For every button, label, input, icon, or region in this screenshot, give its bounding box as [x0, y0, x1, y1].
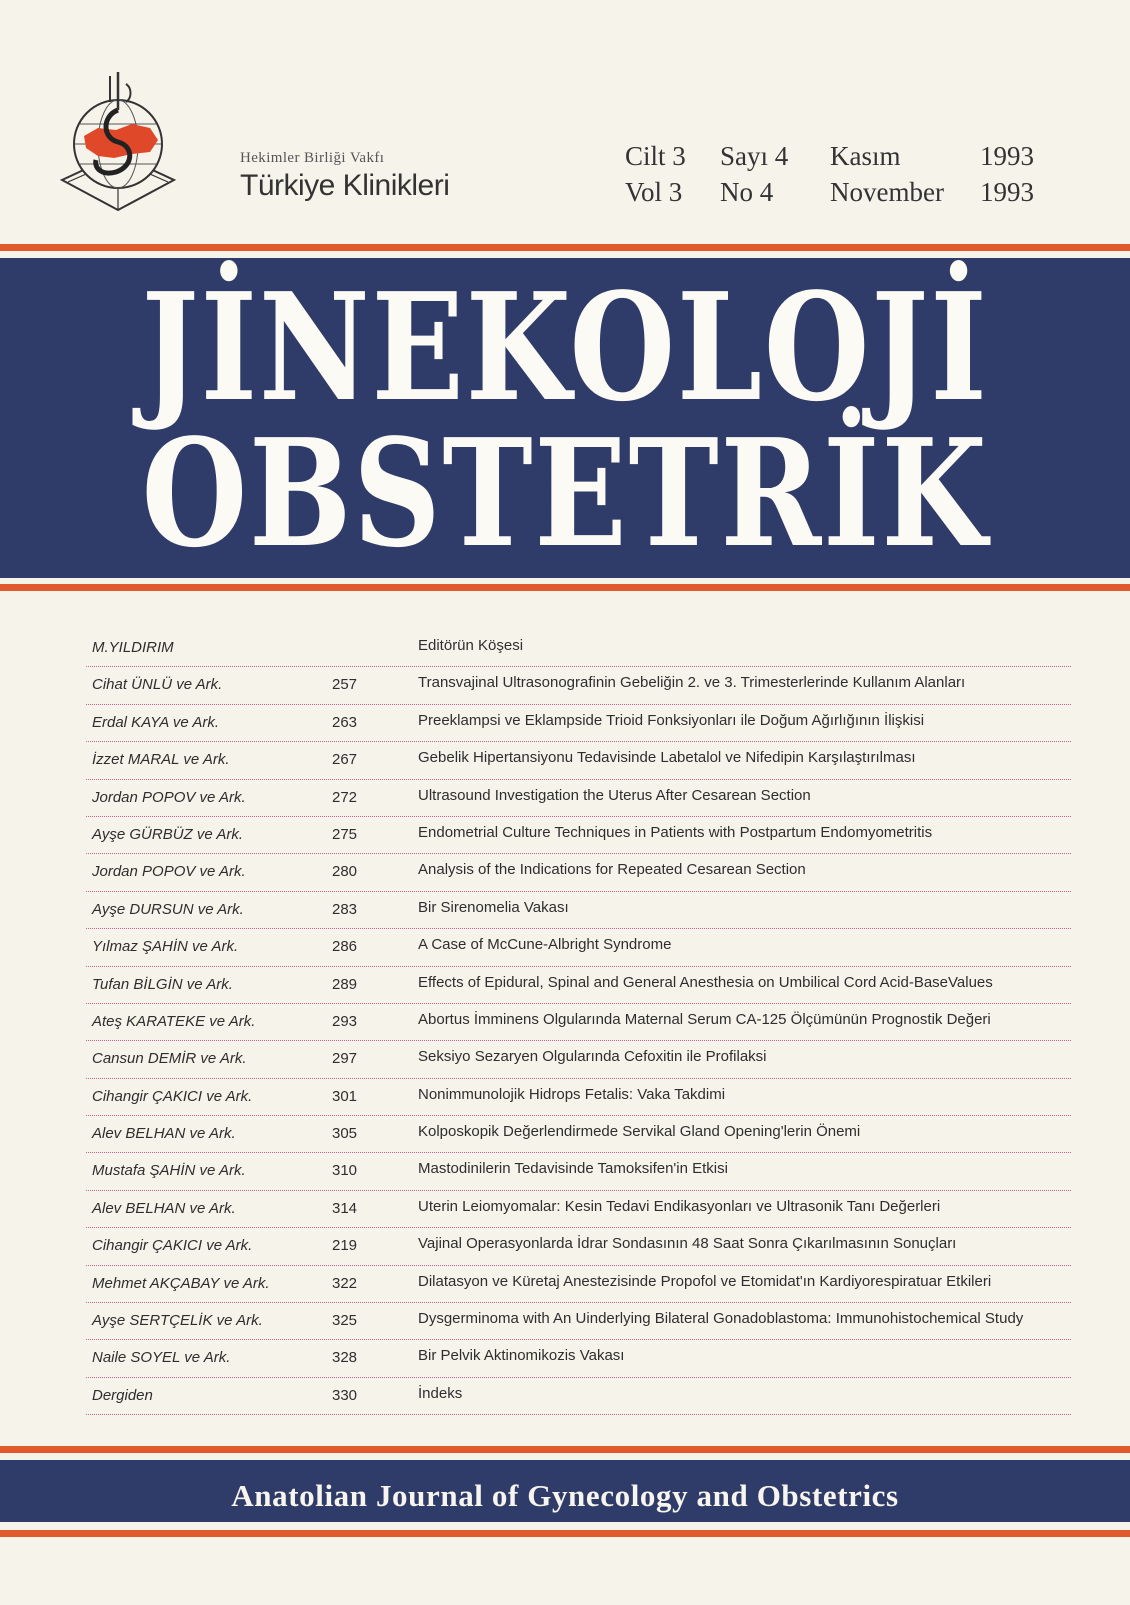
toc-entry [86, 667, 1071, 704]
toc-entry [86, 630, 1071, 667]
toc-article-title: A Case of McCune-Albright Syndrome [418, 936, 672, 954]
toc-article-title: Bir Sirenomelia Vakası [418, 898, 569, 916]
toc-entry [86, 1153, 1071, 1190]
issue-month-en: November [830, 177, 944, 207]
toc-page-number: 263 [332, 713, 358, 731]
toc-entry [86, 742, 1071, 779]
toc-page-number: 328 [332, 1349, 358, 1367]
toc-author: Cansun DEMİR ve Ark. [92, 1050, 247, 1068]
toc-page-number: 297 [332, 1050, 358, 1068]
toc-entry [86, 1266, 1071, 1303]
toc-article-title: Ultrasound Investigation the Uterus After Cesarean Section [418, 786, 811, 804]
toc-author: Dergiden [92, 1386, 153, 1404]
toc-page-number: 301 [332, 1087, 358, 1105]
toc-page-number: 283 [332, 900, 358, 918]
toc-page-number: 293 [332, 1012, 358, 1030]
issue-volume-en: Vol 3 [625, 177, 683, 207]
toc-entry [86, 1378, 1071, 1415]
toc-entry [86, 929, 1071, 966]
toc-article-title: Dilatasyon ve Küretaj Anestezisinde Propofol ve Etomidat'ın Kardiyorespiratuar Etkileri [418, 1272, 992, 1290]
toc-article-title: Transvajinal Ultrasonografinin Gebeliğin 2. ve 3. Trimesterlerinde Kullanım Alanları [418, 674, 966, 692]
toc-article-title: Mastodinilerin Tedavisinde Tamoksifen'in Etkisi [418, 1160, 728, 1178]
toc-page-number: 310 [332, 1162, 358, 1180]
toc-article-title: Vajinal Operasyonlarda İdrar Sondasının 48 Saat Sonra Çıkarılmasının Sonuçları [418, 1235, 957, 1253]
toc-author: Mehmet AKÇABAY ve Ark. [92, 1274, 270, 1292]
toc-author: Alev BELHAN ve Ark. [92, 1199, 236, 1217]
issue-row-tr [625, 138, 1045, 174]
toc-author: Naile SOYEL ve Ark. [92, 1349, 231, 1367]
toc-entry [86, 1191, 1071, 1228]
issue-info [625, 138, 1045, 210]
toc-page-number: 305 [332, 1125, 358, 1143]
toc-article-title: Gebelik Hipertansiyonu Tedavisinde Labetalol ve Nifedipin Karşılaştırılması [418, 749, 916, 767]
journal-title-line2: OBSTETRİK [141, 406, 989, 580]
issue-row-en [625, 174, 1045, 210]
toc-article-title: Dysgerminoma with An Uinderlying Bilateral Gonadoblastoma: Immunohistochemical Study [418, 1310, 1024, 1328]
toc-article-title: Uterin Leiomyomalar: Kesin Tedavi Endikasyonları ve Ultrasonik Tanı Değerleri [418, 1197, 941, 1215]
toc-article-title: Nonimmunolojik Hidrops Fetalis: Vaka Takdimi [418, 1085, 726, 1103]
toc-page-number: 275 [332, 825, 358, 843]
publisher-block [240, 150, 449, 203]
toc-entry [86, 1340, 1071, 1377]
toc-article-title: Bir Pelvik Aktinomikozis Vakası [418, 1347, 625, 1365]
toc-author: Ayşe DURSUN ve Ark. [92, 900, 244, 918]
table-of-contents [86, 630, 1071, 1415]
toc-author: Ateş KARATEKE ve Ark. [92, 1012, 256, 1030]
toc-entry [86, 705, 1071, 742]
toc-page-number: 219 [332, 1237, 358, 1255]
toc-entry [86, 967, 1071, 1004]
issue-volume-tr: Cilt 3 [625, 141, 686, 171]
toc-article-title: Abortus İmminens Olgularında Maternal Serum CA-125 Ölçümünün Prognostik Değeri [418, 1010, 991, 1028]
toc-article-title: Effects of Epidural, Spinal and General Anesthesia on Umbilical Cord Acid-BaseValues [418, 973, 993, 991]
issue-month-tr: Kasım [830, 141, 901, 171]
footer-top-orange-stripe [0, 1446, 1130, 1453]
toc-article-title: Preeklampsi ve Eklampside Trioid Fonksiyonları ile Doğum Ağırlığının İlişkisi [418, 711, 925, 729]
publisher-foundation: Hekimler Birliği Vakfı [240, 150, 385, 166]
top-orange-stripe [0, 244, 1130, 251]
toc-author: İzzet MARAL ve Ark. [92, 751, 230, 769]
toc-entry [86, 817, 1071, 854]
toc-page-number: 289 [332, 975, 358, 993]
toc-page-number: 257 [332, 676, 358, 694]
publisher-name: Türkiye Klinikleri [240, 169, 450, 202]
toc-article-title: Analysis of the Indications for Repeated Cesarean Section [418, 861, 806, 879]
toc-page-number: 330 [332, 1386, 358, 1404]
toc-entry [86, 1303, 1071, 1340]
toc-author: Mustafa ŞAHİN ve Ark. [92, 1162, 246, 1180]
toc-page-number: 314 [332, 1199, 358, 1217]
toc-author: Cihangir ÇAKICI ve Ark. [92, 1237, 253, 1255]
toc-author: Ayşe GÜRBÜZ ve Ark. [92, 825, 244, 843]
toc-page-number: 267 [332, 751, 358, 769]
toc-author: Cihat ÜNLÜ ve Ark. [92, 676, 223, 694]
title-bottom-orange-stripe [0, 584, 1130, 591]
toc-entry [86, 1041, 1071, 1078]
toc-page-number: 286 [332, 938, 358, 956]
issue-year-tr: 1993 [980, 141, 1034, 171]
toc-page-number: 322 [332, 1274, 358, 1292]
toc-entry [86, 780, 1071, 817]
toc-author: Tufan BİLGİN ve Ark. [92, 975, 233, 993]
issue-year-en: 1993 [980, 177, 1034, 207]
toc-author: Alev BELHAN ve Ark. [92, 1125, 236, 1143]
toc-entry [86, 1228, 1071, 1265]
toc-page-number: 325 [332, 1312, 358, 1330]
toc-author: Cihangir ÇAKICI ve Ark. [92, 1087, 253, 1105]
toc-entry [86, 892, 1071, 929]
foundation-logo-icon [58, 62, 178, 218]
toc-article-title: Editörün Köşesi [418, 637, 524, 654]
toc-article-title: İndeks [418, 1384, 463, 1402]
toc-entry [86, 1079, 1071, 1116]
toc-page-number: 280 [332, 863, 358, 881]
toc-article-title: Endometrial Culture Techniques in Patients with Postpartum Endomyometritis [418, 823, 933, 841]
toc-author: Yılmaz ŞAHİN ve Ark. [92, 938, 239, 956]
issue-number-tr: Sayı 4 [720, 141, 789, 171]
toc-entry [86, 1004, 1071, 1041]
journal-title-line1: JİNEKOLOJİ [141, 260, 989, 434]
toc-author: Ayşe SERTÇELİK ve Ark. [92, 1312, 263, 1330]
toc-page-number: 272 [332, 788, 358, 806]
toc-author: M.YILDIRIM [92, 639, 174, 656]
toc-author: Jordan POPOV ve Ark. [92, 788, 246, 806]
toc-article-title: Kolposkopik Değerlendirmede Servikal Gland Opening'lerin Önemi [418, 1123, 861, 1141]
toc-entry [86, 1116, 1071, 1153]
issue-number-en: No 4 [720, 177, 774, 207]
toc-author: Erdal KAYA ve Ark. [92, 713, 219, 731]
footer-bottom-orange-stripe [0, 1530, 1130, 1537]
journal-english-title: Anatolian Journal of Gynecology and Obstetrics [231, 1478, 899, 1513]
toc-author: Jordan POPOV ve Ark. [92, 863, 246, 881]
toc-article-title: Seksiyo Sezaryen Olgularında Cefoxitin ile Profilaksi [418, 1048, 767, 1066]
toc-entry [86, 854, 1071, 891]
